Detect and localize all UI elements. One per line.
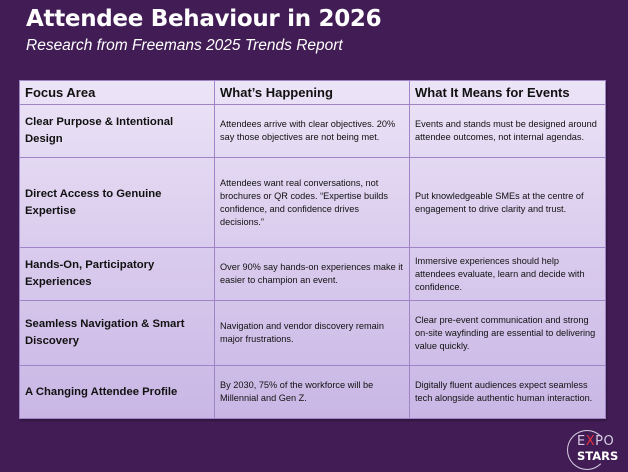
what-it-means-cell: Events and stands must be designed around attendee outcomes, not internal agendas.	[410, 105, 606, 158]
page-subtitle: Research from Freemans 2025 Trends Report	[26, 37, 343, 54]
whats-happening-cell: By 2030, 75% of the workforce will be Millennial and Gen Z.	[215, 366, 410, 419]
logo-expo-text	[577, 434, 614, 449]
focus-area-cell: Direct Access to Genuine Expertise	[20, 158, 215, 248]
attendee-behaviour-table	[19, 80, 606, 419]
column-header-whats-happening: What’s Happening	[215, 81, 410, 105]
table-row	[20, 301, 606, 366]
focus-area-cell: Clear Purpose & Intentional Design	[20, 105, 215, 158]
focus-area-cell: A Changing Attendee Profile	[20, 366, 215, 419]
whats-happening-cell: Attendees arrive with clear objectives. 20% say those objectives are not being met.	[215, 105, 410, 158]
logo-po: PO	[595, 434, 615, 449]
logo-x-icon: X	[585, 434, 596, 449]
table-row	[20, 105, 606, 158]
what-it-means-cell: Digitally fluent audiences expect seamless tech alongside authentic human interaction.	[410, 366, 606, 419]
what-it-means-cell: Clear pre-event communication and strong on-site wayfinding are essential to delivering value quickly.	[410, 301, 606, 366]
whats-happening-cell: Attendees want real conversations, not brochures or QR codes. “Expertise builds confidence, and confidence drives decisions.”	[215, 158, 410, 248]
whats-happening-cell: Navigation and vendor discovery remain major frustrations.	[215, 301, 410, 366]
table-row	[20, 366, 606, 419]
column-header-focus-area: Focus Area	[20, 81, 215, 105]
focus-area-cell: Hands-On, Participatory Experiences	[20, 248, 215, 301]
table-row	[20, 248, 606, 301]
logo-e: E	[577, 434, 586, 449]
what-it-means-cell: Put knowledgeable SMEs at the centre of engagement to drive clarity and trust.	[410, 158, 606, 248]
whats-happening-cell: Over 90% say hands-on experiences make it easier to champion an event.	[215, 248, 410, 301]
expo-stars-logo	[565, 428, 627, 470]
logo-stars-text: STARS	[577, 449, 619, 463]
page-title: Attendee Behaviour in 2026	[26, 6, 382, 32]
table-row	[20, 158, 606, 248]
column-header-what-it-means: What It Means for Events	[410, 81, 606, 105]
focus-area-cell: Seamless Navigation & Smart Discovery	[20, 301, 215, 366]
what-it-means-cell: Immersive experiences should help attendees evaluate, learn and decide with confidence.	[410, 248, 606, 301]
table-header-row	[20, 81, 606, 105]
